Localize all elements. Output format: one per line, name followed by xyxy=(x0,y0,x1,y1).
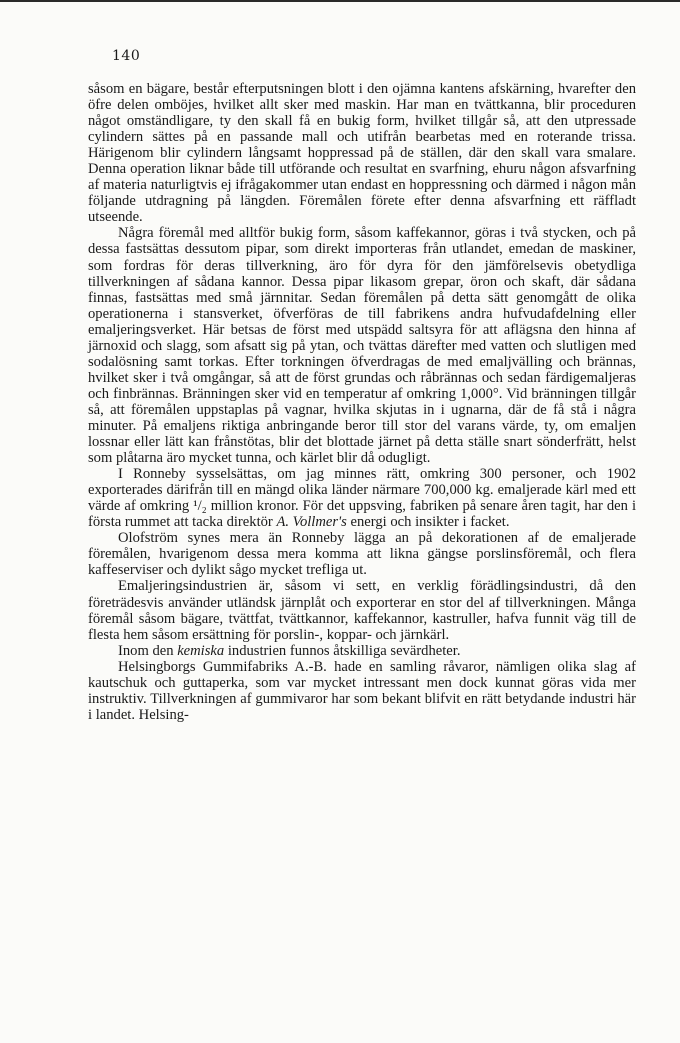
paragraph-text: Emaljeringsindustrien är, såsom vi sett, en verklig förädlingsindustri, då den företrädesvis använder utländsk järnplåt och exporterar en stor del af tillverkningen. Många föremål såsom bägare, tvättfat, tvättkannor, kaffekannor, kastruller, hafva funnit väg till de flesta hem såsom ersättning för porslin-, koppar- och järnkärl. xyxy=(88,578,636,643)
paragraph-text: Några föremål med alltför bukig form, såsom kaffekannor, göras i två stycken, och på dessa fastsättas dessutom pipar, som direkt importeras från utlandet, emedan de maskiner, som fordras för deras tillverkning, äro för dyra för den jämförelsevis obetydliga tillverkningen af sådana kannor. Dessa pipar likasom grepar, öron och skaft, där sådana finnas, fastsättas med små järnnitar. Sedan föremålen på detta sätt genomgått de olika operationerna i stansverket, öfverföras de till fabrikens andra hufvudafdelning eller emaljeringsverket. Här betsas de först med utspädd saltsyra för att aflägsna den hinna af järnoxid och slagg, som afsatt sig på ytan, och tvättas därefter med vatten och slutligen med sodalösning samt torkas. Efter torkningen öfverdragas de med emaljvälling och brännas, hvilket sker i två omgångar, så att de först grundas och råbrännas och sedan färdigemaljeras och finbrännas. Bränningen sker vid en temperatur af omkring 1,000°. Vid bränningen tillgår så, att föremålen uppstaplas på vagnar, hvilka skjutas in i ugnarna, där de få stå i några minuter. På emaljens riktiga anbringande beror till stor del varans värde, ty, om emaljen lossnar eller lätt kan frånstötas, blir det blottade järnet på detta ställe snart sönderfrätt, helst som plåtarna äro mycket tunna, och kärlet blir då odugligt. xyxy=(88,225,636,467)
paragraph xyxy=(88,643,636,659)
body-text xyxy=(88,81,636,723)
paragraph-text: såsom en bägare, består efterputsningen blott i den ojämna kantens afskärning, hvarefter den öfre delen omböjes, hvilket allt sker med maskin. Har man en tvättkanna, blir proceduren något omständligare, ty den skall få en bukig form, hvilket tillgår så, att den utpressade cylindern sättes på en passande mall och utifrån bearbetas med en roterande trissa. Härigenom blir cylindern långsamt hoppressad på de ställen, där den skall vara smalare. Denna operation liknar både till utförande och resultat en svarfning, ehuru någon afsvarfning af materia naturligtvis ej ifrågakommer utan endast en hoppressning och därmed i någon mån följande utdragning på längden. Föremålen förete efter denna afsvarfning ett räffladt utseende. xyxy=(88,81,636,226)
paragraph xyxy=(88,659,636,723)
paragraph xyxy=(88,225,636,466)
paragraph xyxy=(88,530,636,578)
paragraph-text: I Ronneby sysselsättas, om jag minnes rätt, omkring 300 personer, och 1902 exporterades därifrån till en mängd olika länder närmare 700,000 kg. emaljerade kärl med ett värde af omkring xyxy=(88,466,636,515)
paragraph-text: energi och insikter i facket. xyxy=(346,514,510,531)
italic-text: kemiska xyxy=(177,642,225,659)
paragraph-text: ¹/₂ xyxy=(193,498,207,515)
paragraph xyxy=(88,578,636,642)
italic-text: A. Vollmer's xyxy=(276,514,347,531)
paragraph-text: million kronor. För det uppsving, fabriken på senare åren tagit, har den i första rummet att tacka direktör xyxy=(88,498,636,531)
paragraph xyxy=(88,81,636,225)
paragraph-text: Helsingborgs Gummifabriks A.-B. hade en samling råvaror, nämligen olika slag af kautschuk och guttaperka, som var mycket intressant men dock kunnat göras vida mer instruktiv. Tillverkningen af gummivaror har som bekant blifvit en rätt betydande industri här i landet. Helsing- xyxy=(88,658,636,723)
paragraph-text: industrien funnos åtskilliga sevärdheter. xyxy=(224,642,461,659)
paragraph-text: Inom den xyxy=(118,642,178,659)
top-edge-rule xyxy=(0,0,680,2)
paragraph xyxy=(88,466,636,530)
paragraph-text: Olofström synes mera än Ronneby lägga an på dekorationen af de emaljerade föremålen, hvarigenom dessa mera komma att likna gängse porslinsföremål, och flera kaffeserviser och dylikt sågo mycket trefliga ut. xyxy=(88,530,636,579)
page-number: 140 xyxy=(112,48,141,64)
